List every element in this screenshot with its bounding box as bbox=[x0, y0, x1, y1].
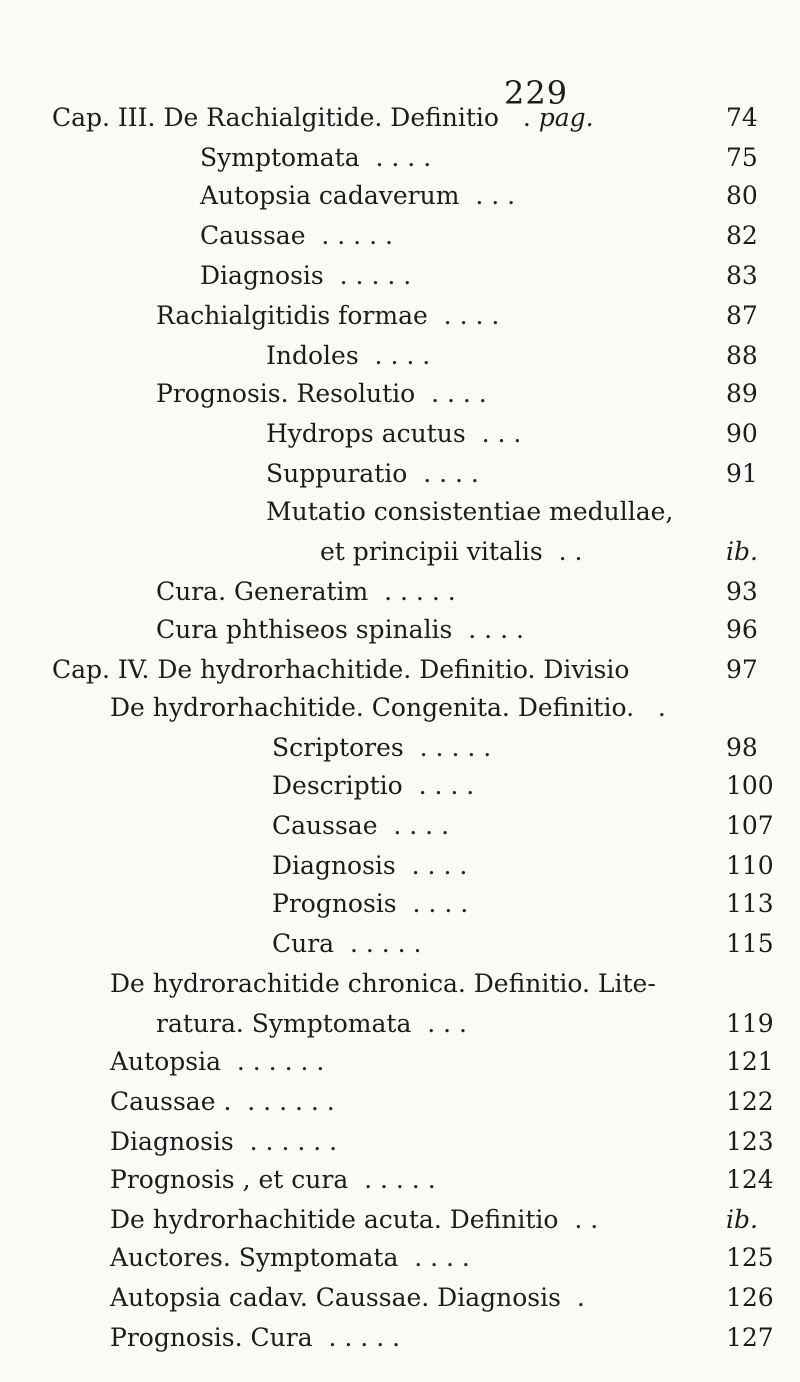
toc-entry bbox=[266, 341, 430, 371]
leader-dots: . . . bbox=[465, 419, 522, 448]
toc-page-number: 125 bbox=[726, 1243, 774, 1272]
toc-entry bbox=[266, 497, 673, 527]
toc-entry bbox=[110, 969, 656, 999]
toc-page-number: 96 bbox=[726, 615, 758, 644]
toc-entry bbox=[156, 379, 487, 409]
toc-entry bbox=[156, 1009, 467, 1039]
leader-dots: . . . . . bbox=[312, 1323, 401, 1352]
toc-entry-title: Diagnosis bbox=[272, 851, 396, 880]
toc-entry-title: Rachialgitidis formae bbox=[156, 301, 428, 330]
toc-entry bbox=[110, 1087, 335, 1117]
toc-entry-title: Cap. III. De Rachialgitide. Definitio bbox=[52, 103, 499, 132]
leader-dots: . bbox=[560, 1283, 585, 1312]
leader-dots: . . . . bbox=[377, 811, 450, 840]
toc-entry-title: De hydrorachitide chronica. Definitio. Lite- bbox=[110, 969, 656, 998]
toc-page-number: 82 bbox=[726, 221, 758, 250]
toc-page-number: 122 bbox=[726, 1087, 774, 1116]
leader-dots: . . . . bbox=[396, 889, 469, 918]
toc-entry bbox=[200, 143, 431, 173]
toc-entry-title: Autopsia cadaverum bbox=[200, 181, 460, 210]
toc-entry bbox=[110, 1047, 324, 1077]
toc-entry-title: Caussae . bbox=[110, 1087, 232, 1116]
toc-entry bbox=[320, 537, 582, 567]
leader-dots: . . bbox=[558, 1205, 599, 1234]
toc-page-number: 75 bbox=[726, 143, 758, 172]
toc-entry bbox=[110, 1205, 598, 1235]
toc-entry-title: Prognosis , et cura bbox=[110, 1165, 349, 1194]
toc-page-number: 121 bbox=[726, 1047, 774, 1076]
toc-entry bbox=[266, 459, 479, 489]
toc-entry-title: Caussae bbox=[272, 811, 378, 840]
toc-page-number: 126 bbox=[726, 1283, 774, 1312]
toc-page-number: 119 bbox=[726, 1009, 774, 1038]
toc-entry-title: Prognosis. Cura bbox=[110, 1323, 313, 1352]
toc-entry bbox=[272, 929, 422, 959]
leader-dots: . . . . bbox=[407, 459, 479, 488]
leader-dots: . . . . bbox=[415, 379, 487, 408]
leader-dots: . . . . . bbox=[403, 733, 492, 762]
toc-page-number: 89 bbox=[726, 379, 758, 408]
leader-dots: . . . . bbox=[427, 301, 500, 330]
toc-entry bbox=[200, 221, 393, 251]
toc-entry-title: Autopsia bbox=[110, 1047, 221, 1076]
leader-dots: . . . . . bbox=[305, 221, 393, 250]
leader-dots: . . . . bbox=[402, 771, 475, 800]
toc-entry-title: Auctores. Symptomata bbox=[110, 1243, 399, 1272]
toc-entry bbox=[272, 771, 474, 801]
toc-entry-title: De hydrorhachitide. Congenita. Definitio. bbox=[110, 693, 635, 722]
toc-entry-title: Cura phthiseos spinalis bbox=[156, 615, 453, 644]
leader-dots: . . . . bbox=[452, 615, 524, 644]
leader-dots: . . . . bbox=[398, 1243, 470, 1272]
toc-page-number: 98 bbox=[726, 733, 758, 762]
toc-entry bbox=[200, 261, 411, 291]
leader-dots: . . . . bbox=[358, 341, 431, 370]
toc-page-number: ib. bbox=[726, 537, 758, 566]
toc-entry-title: Diagnosis bbox=[200, 261, 324, 290]
page-number: 229 bbox=[504, 74, 569, 112]
leader-dots: . bbox=[634, 693, 666, 722]
toc-page-number: 110 bbox=[726, 851, 774, 880]
toc-page-number: 91 bbox=[726, 459, 758, 488]
leader-dots: . . . bbox=[459, 181, 516, 210]
toc-entry-title: Diagnosis bbox=[110, 1127, 234, 1156]
toc-entry-title: Suppuratio bbox=[266, 459, 408, 488]
toc-page-number: 127 bbox=[726, 1323, 774, 1352]
toc-entry bbox=[272, 811, 449, 841]
toc-page-number: 113 bbox=[726, 889, 774, 918]
toc-entry-title: Hydrops acutus bbox=[266, 419, 466, 448]
toc-entry-title: Indoles bbox=[266, 341, 359, 370]
toc-page-number: 93 bbox=[726, 577, 758, 606]
leader-dots: . bbox=[498, 103, 531, 132]
toc-entry-title: ratura. Symptomata bbox=[156, 1009, 412, 1038]
toc-entry-title: Caussae bbox=[200, 221, 306, 250]
toc-page-number: 115 bbox=[726, 929, 774, 958]
toc-entry bbox=[156, 577, 456, 607]
toc-entry-title: et principii vitalis bbox=[320, 537, 543, 566]
toc-page-number: 107 bbox=[726, 811, 774, 840]
toc-entry bbox=[272, 733, 491, 763]
toc-entry bbox=[272, 889, 468, 919]
toc-page-number: 90 bbox=[726, 419, 758, 448]
toc-entry bbox=[110, 1165, 436, 1195]
toc-entry bbox=[110, 1243, 470, 1273]
toc-entry-title: Cap. IV. De hydrorhachitide. Definitio. Divisio bbox=[52, 655, 630, 684]
leader-dots: . . . . . bbox=[334, 929, 422, 958]
toc-entry-title: Mutatio consistentiae medullae, bbox=[266, 497, 674, 526]
toc-page-number: 80 bbox=[726, 181, 758, 210]
toc-entry bbox=[266, 419, 521, 449]
leader-dots: . . . . . . bbox=[221, 1047, 325, 1076]
leader-dots: . . . . . bbox=[348, 1165, 436, 1194]
toc-entry bbox=[52, 655, 629, 685]
toc-page-number: 124 bbox=[726, 1165, 774, 1194]
leader-dots: . . bbox=[542, 537, 583, 566]
leader-dots: . . . . . . bbox=[231, 1087, 335, 1116]
leader-dots: . . . . bbox=[395, 851, 468, 880]
toc-entry-title: Descriptio bbox=[272, 771, 403, 800]
toc-page-number: 83 bbox=[726, 261, 758, 290]
leader-dots: . . . . . bbox=[323, 261, 412, 290]
toc-entry bbox=[272, 851, 467, 881]
toc-page-number: 74 bbox=[726, 103, 758, 132]
toc-entry bbox=[110, 693, 666, 723]
toc-page-number: 88 bbox=[726, 341, 758, 370]
leader-dots: . . . . . . bbox=[233, 1127, 338, 1156]
toc-entry-title: Scriptores bbox=[272, 733, 404, 762]
toc-entry bbox=[156, 301, 499, 331]
toc-page-number: 123 bbox=[726, 1127, 774, 1156]
toc-page-number: 87 bbox=[726, 301, 758, 330]
toc-entry bbox=[52, 103, 594, 133]
toc-entry bbox=[110, 1323, 400, 1353]
toc-entry bbox=[200, 181, 515, 211]
toc-entry-title: Prognosis. Resolutio bbox=[156, 379, 416, 408]
leader-dots: . . . . bbox=[359, 143, 432, 172]
leader-dots: . . . bbox=[411, 1009, 468, 1038]
toc-page-number: 97 bbox=[726, 655, 758, 684]
page-label: pag. bbox=[530, 103, 594, 132]
toc-entry-title: Symptomata bbox=[200, 143, 360, 172]
toc-entry-title: De hydrorhachitide acuta. Definitio bbox=[110, 1205, 559, 1234]
toc-entry-title: Cura bbox=[272, 929, 335, 958]
toc-page-number: ib. bbox=[726, 1205, 758, 1234]
toc-entry bbox=[110, 1283, 585, 1313]
toc-entry-title: Prognosis bbox=[272, 889, 397, 918]
toc-entry bbox=[110, 1127, 337, 1157]
toc-entry bbox=[156, 615, 524, 645]
leader-dots: . . . . . bbox=[368, 577, 456, 606]
toc-entry-title: Autopsia cadav. Caussae. Diagnosis bbox=[110, 1283, 561, 1312]
toc-page-number: 100 bbox=[726, 771, 774, 800]
toc-entry-title: Cura. Generatim bbox=[156, 577, 369, 606]
